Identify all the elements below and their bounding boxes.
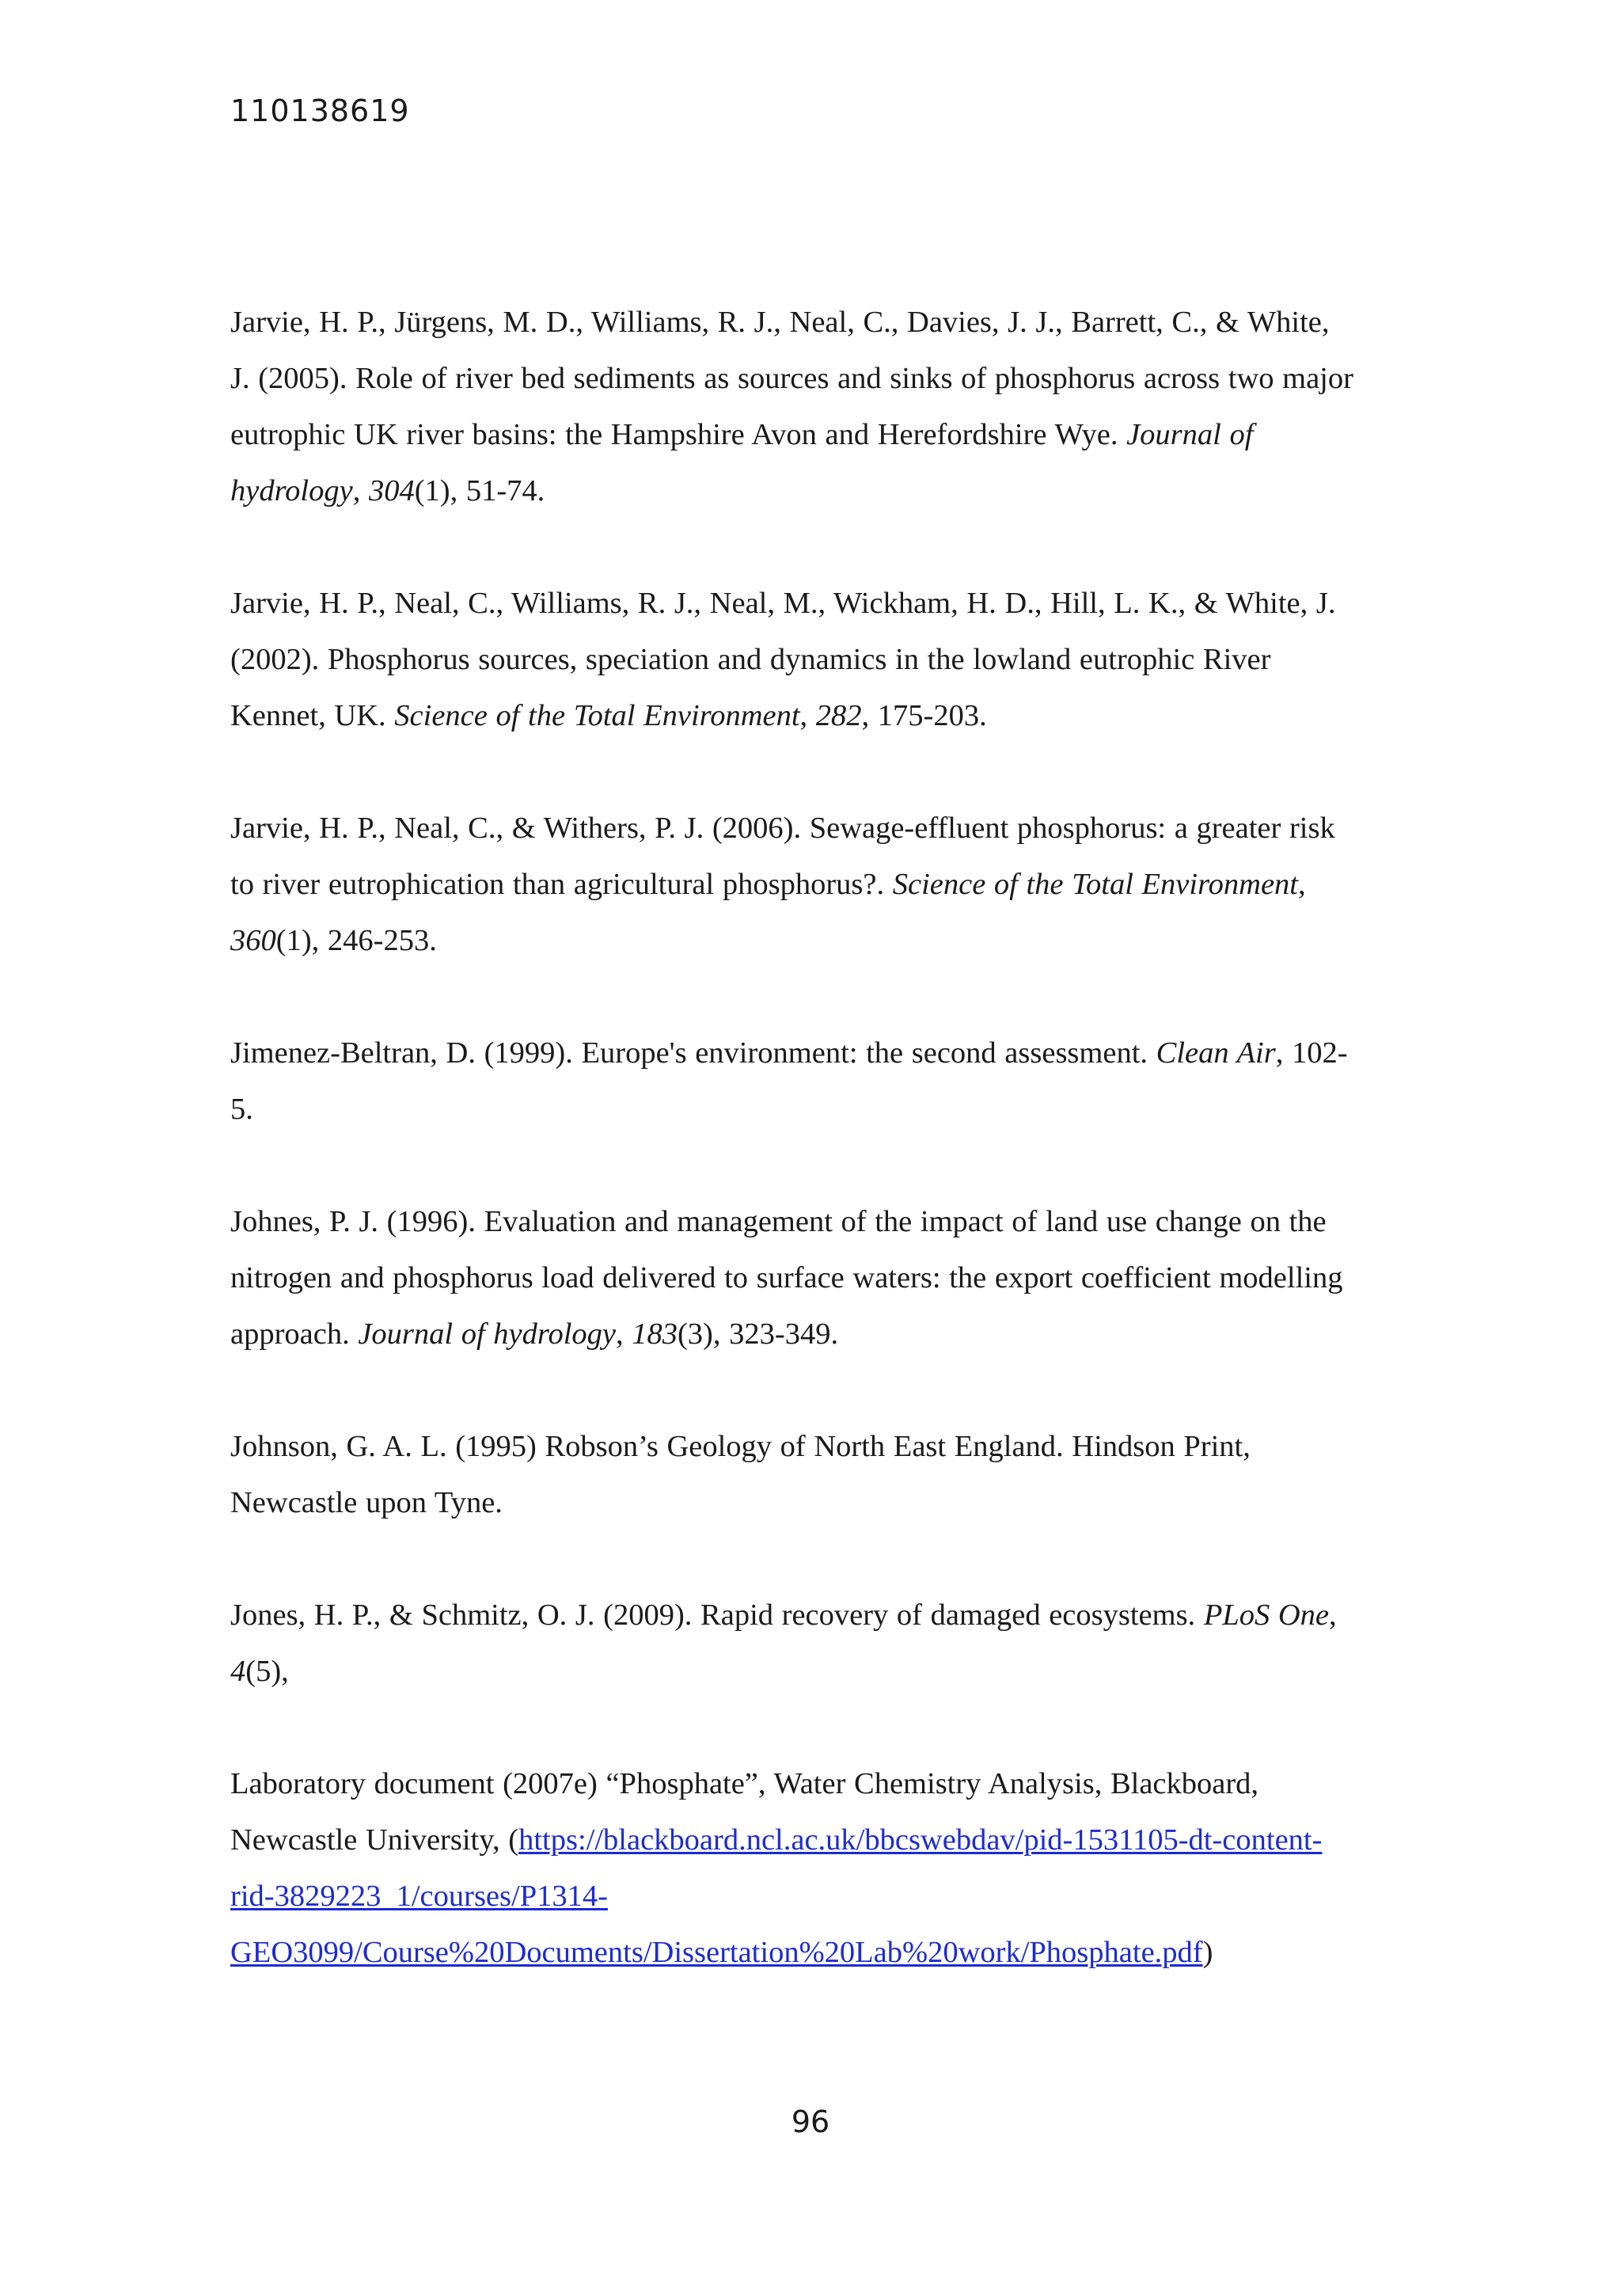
- ref-text: Jarvie, H. P., Jürgens, M. D., Williams, R. J., Neal, C., Davies, J. J., Barrett, C., & White,: [230, 306, 1330, 339]
- phosphate-pdf-link[interactable]: https://blackboard.ncl.ac.uk/bbcswebdav/pid-1531105-dt-content-: [518, 1823, 1323, 1857]
- ref-text: , 102-: [1275, 1036, 1348, 1070]
- ref-text: Newcastle University, (: [230, 1823, 519, 1857]
- ref-text: (2002). Phosphorus sources, speciation and dynamics in the lowland eutrophic River: [230, 643, 1271, 676]
- reference-entry-laboratory-document-2007: [230, 1756, 1418, 1981]
- document-id-header: 110138619: [230, 93, 410, 128]
- journal-title: Science of the Total Environment: [394, 699, 800, 732]
- journal-volume: 4: [230, 1655, 246, 1688]
- ref-text: Jarvie, H. P., Neal, C., & Withers, P. J. (2006). Sewage-effluent phosphorus: a greater risk: [230, 812, 1335, 845]
- ref-text: (3), 323-349.: [677, 1317, 839, 1351]
- ref-text: Jarvie, H. P., Neal, C., Williams, R. J., Neal, M., Wickham, H. D., Hill, L. K., & White, J.: [230, 587, 1336, 620]
- ref-text: Kennet, UK.: [230, 699, 395, 732]
- journal-title: PLoS One: [1203, 1598, 1330, 1632]
- ref-text: ): [1202, 1936, 1213, 1969]
- reference-entry-jarvie-2002: [230, 576, 1418, 744]
- reference-entry-johnson-1995: [230, 1419, 1418, 1531]
- reference-entry-jarvie-2005: [230, 295, 1418, 519]
- reference-list: [230, 295, 1418, 1981]
- ref-text: Laboratory document (2007e) “Phosphate”, Water Chemistry Analysis, Blackboard,: [230, 1767, 1259, 1800]
- journal-volume: 304: [368, 474, 415, 507]
- ref-text: ,: [1329, 1598, 1337, 1632]
- page-number: 96: [791, 2104, 830, 2139]
- ref-text: (1), 246-253.: [275, 924, 437, 957]
- ref-text: Jimenez-Beltran, D. (1999). Europe's environment: the second assessment.: [230, 1036, 1156, 1070]
- ref-text: to river eutrophication than agricultural phosphorus?.: [230, 868, 893, 901]
- ref-text: Johnes, P. J. (1996). Evaluation and management of the impact of land use change on the: [230, 1205, 1327, 1238]
- journal-title: Science of the Total Environment: [892, 868, 1298, 901]
- ref-text: ,: [352, 474, 369, 507]
- ref-text: , 175-203.: [861, 699, 987, 732]
- ref-text: Newcastle upon Tyne.: [230, 1486, 503, 1519]
- reference-entry-jimenez-beltran-1999: [230, 1025, 1418, 1138]
- ref-text: (1), 51-74.: [414, 474, 545, 507]
- reference-entry-johnes-1996: [230, 1194, 1418, 1363]
- journal-title: hydrology: [230, 474, 353, 507]
- journal-volume: 360: [230, 924, 276, 957]
- phosphate-pdf-link[interactable]: rid-3829223_1/courses/P1314-: [230, 1880, 608, 1913]
- ref-text: 5.: [230, 1093, 253, 1126]
- journal-volume: 183: [632, 1317, 678, 1351]
- ref-text: J. (2005). Role of river bed sediments as sources and sinks of phosphorus across two major: [230, 362, 1353, 395]
- journal-title: Clean Air: [1156, 1036, 1276, 1070]
- ref-text: ,: [1297, 868, 1306, 901]
- ref-text: ,: [799, 699, 816, 732]
- journal-volume: 282: [815, 699, 862, 732]
- ref-text: approach.: [230, 1317, 359, 1351]
- journal-title: Journal of hydrology: [358, 1317, 616, 1351]
- ref-text: nitrogen and phosphorus load delivered to surface waters: the export coefficient modelling: [230, 1261, 1343, 1294]
- ref-text: (5),: [245, 1655, 289, 1688]
- reference-entry-jones-2009: [230, 1587, 1418, 1700]
- phosphate-pdf-link[interactable]: GEO3099/Course%20Documents/Dissertation%20Lab%20work/Phosphate.pdf: [230, 1936, 1203, 1969]
- reference-entry-jarvie-2006: [230, 800, 1418, 969]
- journal-title: Journal of: [1126, 418, 1254, 451]
- ref-text: Jones, H. P., & Schmitz, O. J. (2009). Rapid recovery of damaged ecosystems.: [230, 1598, 1204, 1632]
- ref-text: Johnson, G. A. L. (1995) Robson’s Geology of North East England. Hindson Print,: [230, 1430, 1251, 1463]
- ref-text: eutrophic UK river basins: the Hampshire Avon and Herefordshire Wye.: [230, 418, 1127, 451]
- ref-text: ,: [615, 1317, 632, 1351]
